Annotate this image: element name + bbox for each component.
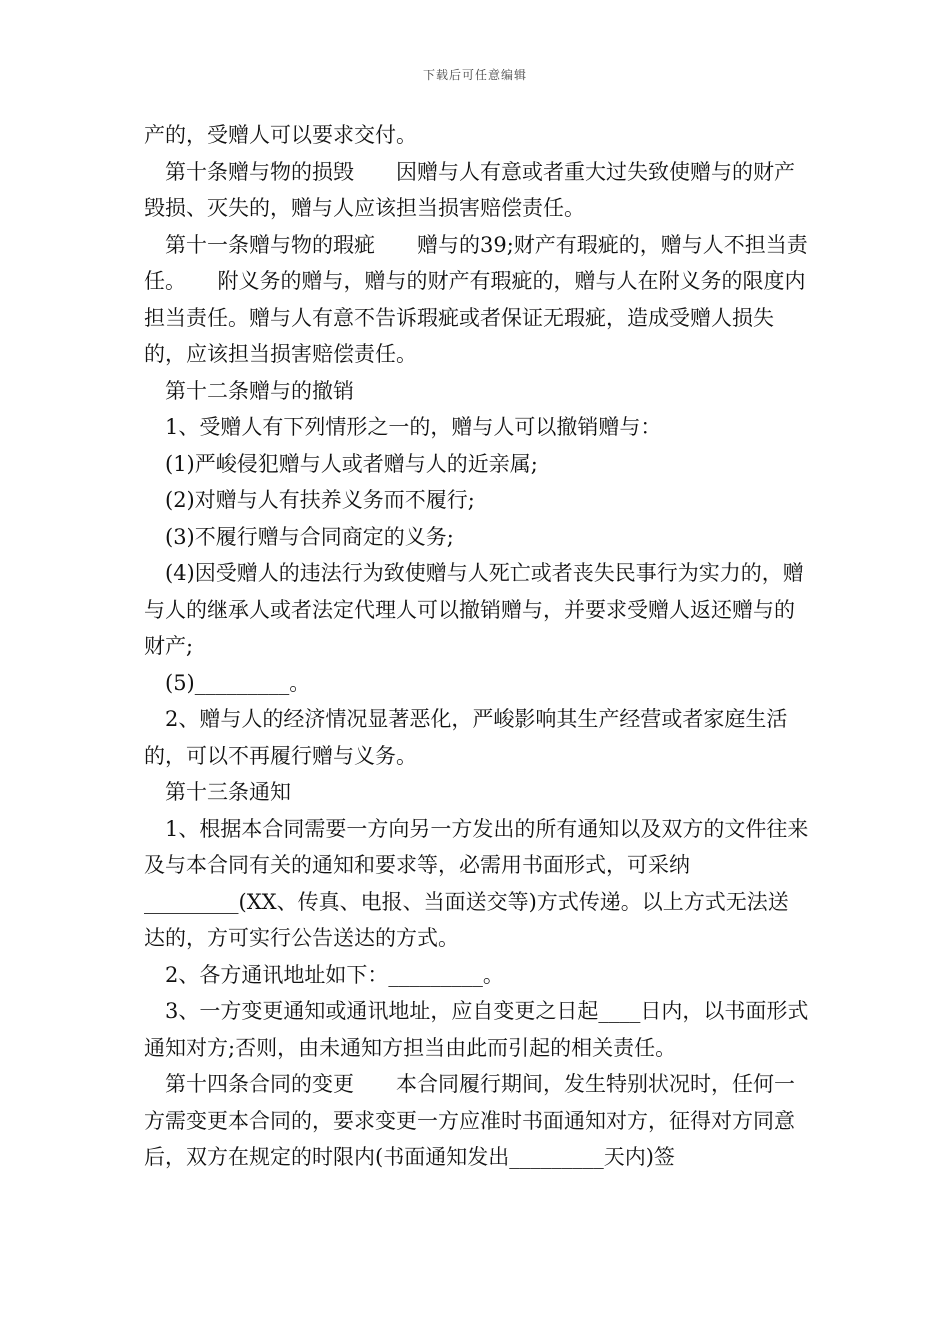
paragraph: (1)严峻侵犯赠与人或者赠与人的近亲属; <box>165 451 538 476</box>
paragraph: (5)_________。 <box>165 670 311 695</box>
paragraph: 1、根据本合同需要一方向另一方发出的所有通知以及双方的文件往来及与本合同有关的通知和要求等，必需用书面形式，可采纳_________(XX、传真、电报、当面送交等)方式传递。以上方式无法送达的，方可实行公告送达的方式。 <box>144 816 809 950</box>
paragraph: 第十条赠与物的损毁 因赠与人有意或者重大过失致使赠与的财产毁损、灭失的，赠与人应该担当损害赔偿责任。 <box>144 159 795 220</box>
paragraph: 1、受赠人有下列情形之一的，赠与人可以撤销赠与： <box>165 415 662 439</box>
paragraph: 第十三条通知 <box>165 780 291 804</box>
paragraph: 2、各方通讯地址如下：_________。 <box>165 962 504 987</box>
paragraph: 第十一条赠与物的瑕疵 赠与的39;财产有瑕疵的，赠与人不担当责任。 附义务的赠与，赠与的财产有瑕疵的，赠与人在附义务的限度内担当责任。赠与人有意不告诉瑕疵或者保证无瑕疵，造成受赠人损失的，应该担当损害赔偿责任。 <box>144 232 808 366</box>
paragraph: 第十四条合同的变更 本合同履行期间，发生特别状况时，任何一方需变更本合同的，要求变更一方应准时书面通知对方，征得对方同意后，双方在规定的时限内(书面通知发出_________天内)签 <box>144 1072 795 1169</box>
paragraph: 2、赠与人的经济情况显著恶化，严峻影响其生产经营或者家庭生活的，可以不再履行赠与义务。 <box>144 707 788 768</box>
document-body <box>144 117 809 1176</box>
paragraph: (4)因受赠人的违法行为致使赠与人死亡或者丧失民事行为实力的，赠与人的继承人或者法定代理人可以撤销赠与，并要求受赠人返还赠与的财产; <box>144 561 804 658</box>
page-header: 下载后可任意编辑 <box>422 68 527 82</box>
paragraph: 3、一方变更通知或通讯地址，应自变更之日起____日内，以书面形式通知对方;否则，由未通知方担当由此而引起的相关责任。 <box>144 999 809 1060</box>
paragraph: 产的，受赠人可以要求交付。 <box>144 123 417 147</box>
paragraph: (3)不履行赠与合同商定的义务; <box>165 524 454 549</box>
paragraph: 第十二条赠与的撤销 <box>165 378 354 403</box>
paragraph: (2)对赠与人有扶养义务而不履行; <box>165 488 475 512</box>
